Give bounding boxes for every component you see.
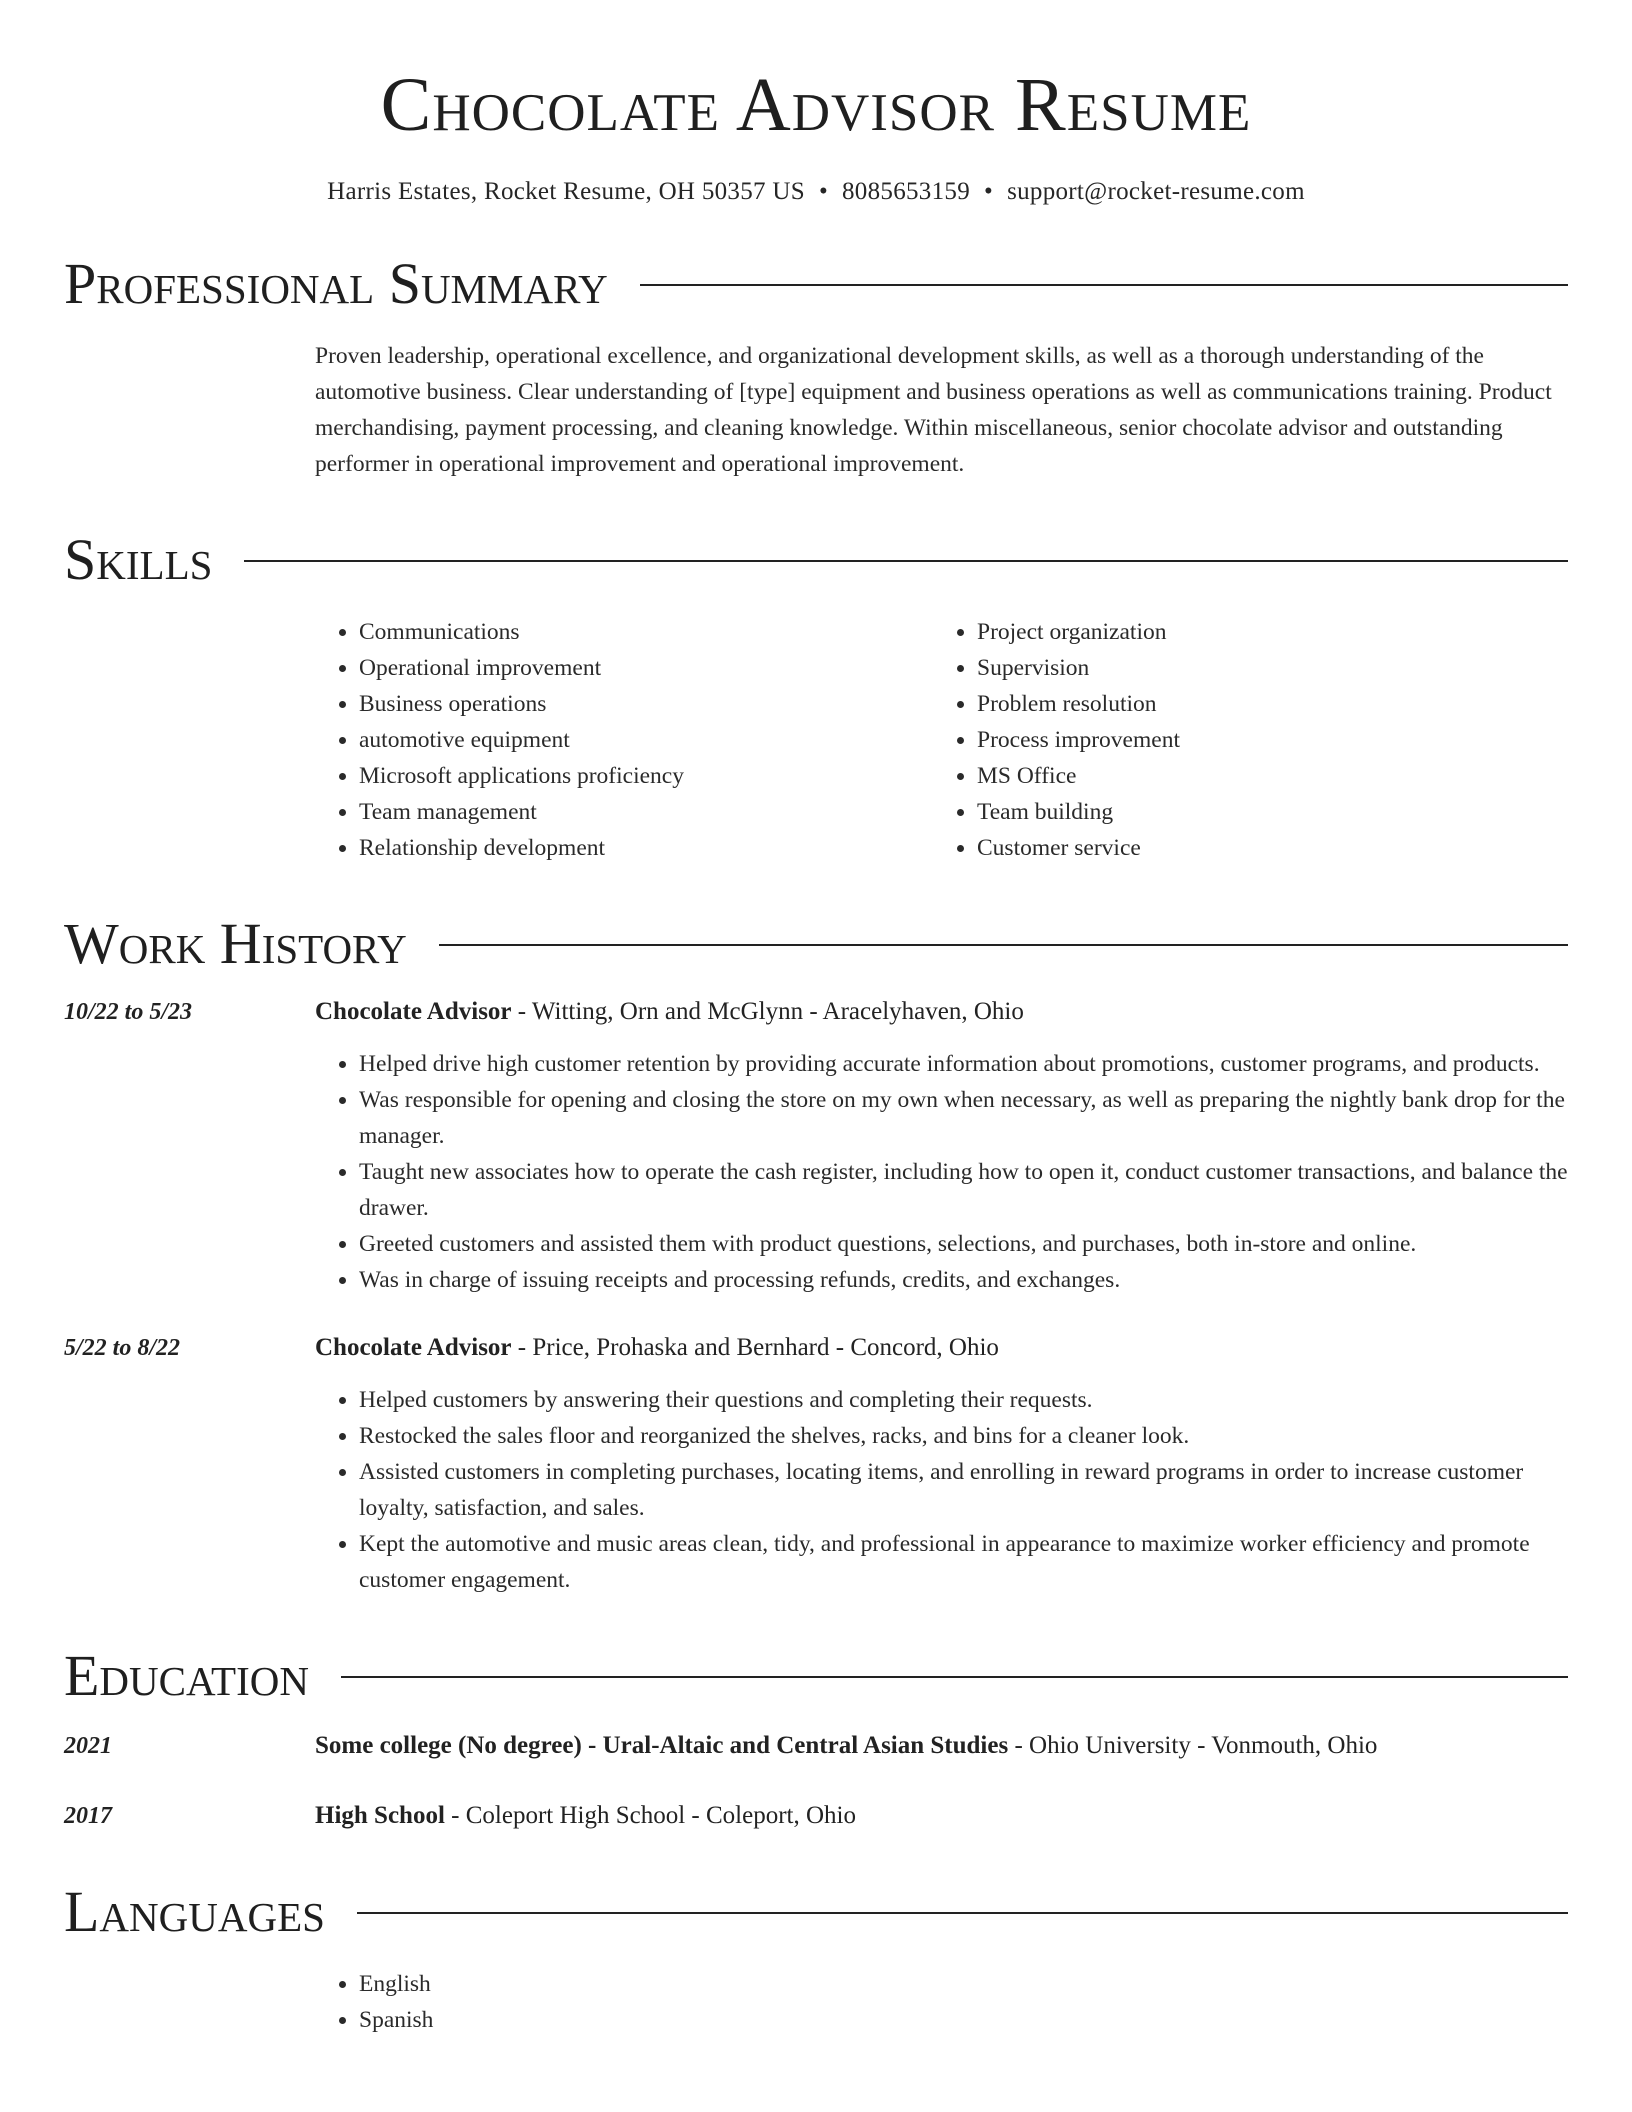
skill-item: • Operational improvement: [359, 650, 933, 686]
job-employer: - Witting, Orn and McGlynn - Aracelyhaven, Ohio: [511, 998, 1024, 1025]
job-dates: 5/22 to 8/22: [64, 1335, 181, 1361]
resume-title: Chocolate Advisor Resume: [380, 63, 1252, 147]
job-bullets: [315, 1046, 1568, 1298]
job-bullet: • Kept the automotive and music areas clean, tidy, and professional in appearance to maximize worker efficiency and promote customer engagement.: [359, 1526, 1568, 1598]
education-entry: [64, 1798, 1568, 1834]
job-bullet: • Assisted customers in completing purchases, locating items, and enrolling in reward programs in order to increase customer loyalty, satisfaction, and sales.: [359, 1454, 1568, 1526]
skill-item: • MS Office: [977, 758, 1551, 794]
skill-item: • Microsoft applications proficiency: [359, 758, 933, 794]
skill-item: • Relationship development: [359, 830, 933, 866]
job-entry: [64, 1330, 1568, 1598]
skill-item: • Team management: [359, 794, 933, 830]
section-divider: [357, 1912, 1568, 1914]
languages-section-header: [64, 1880, 1568, 1944]
contact-phone: 8085653159: [842, 178, 970, 205]
skill-item: • automotive equipment: [359, 722, 933, 758]
contact-email: support@rocket-resume.com: [1007, 178, 1305, 205]
skills-section-title: Skills: [64, 527, 213, 592]
section-divider: [439, 944, 1568, 946]
job-entry: [64, 994, 1568, 1298]
skills-column-left: [315, 614, 933, 866]
work-section-header: [64, 912, 1568, 976]
education-entry: [64, 1728, 1568, 1764]
summary-section-title: Professional Summary: [64, 251, 608, 316]
job-heading: [315, 1330, 1568, 1366]
education-degree: Some college (No degree) - Ural-Altaic and Central Asian Studies: [315, 1732, 1009, 1759]
skill-item: • Customer service: [977, 830, 1551, 866]
job-title: Chocolate Advisor: [315, 998, 512, 1025]
resume-page: [64, 0, 1568, 2038]
language-item: • Spanish: [359, 2002, 1568, 2038]
languages-section-title: Languages: [64, 1879, 325, 1944]
job-title: Chocolate Advisor: [315, 1334, 512, 1361]
education-year: 2017: [64, 1803, 112, 1829]
section-divider: [640, 284, 1568, 286]
work-section-title: Work History: [64, 911, 407, 976]
education-school: - Ohio University - Vonmouth, Ohio: [1008, 1732, 1378, 1759]
skills-column-right: [933, 614, 1551, 866]
summary-section-header: [64, 252, 1568, 316]
section-divider: [341, 1676, 1568, 1678]
contact-address: Harris Estates, Rocket Resume, OH 50357 US: [327, 178, 805, 205]
contact-separator: •: [818, 178, 828, 205]
language-item: • English: [359, 1966, 1568, 2002]
skill-item: • Communications: [359, 614, 933, 650]
job-bullet: • Helped drive high customer retention by providing accurate information about promotions, customer programs, and products.: [359, 1046, 1568, 1082]
job-employer: - Price, Prohaska and Bernhard - Concord, Ohio: [511, 1334, 999, 1361]
skill-item: • Team building: [977, 794, 1551, 830]
skill-item: • Process improvement: [977, 722, 1551, 758]
job-bullet: • Greeted customers and assisted them with product questions, selections, and purchases, both in-store and online.: [359, 1226, 1568, 1262]
skill-item: • Business operations: [359, 686, 933, 722]
skills-list: [315, 614, 1568, 866]
job-bullet: • Restocked the sales floor and reorganized the shelves, racks, and bins for a cleaner look.: [359, 1418, 1568, 1454]
education-section-title: Education: [64, 1643, 309, 1708]
languages-list: [315, 1966, 1568, 2038]
education-degree: High School: [315, 1802, 445, 1829]
skill-item: • Supervision: [977, 650, 1551, 686]
job-bullet: • Was in charge of issuing receipts and processing refunds, credits, and exchanges.: [359, 1262, 1568, 1298]
summary-text: Proven leadership, operational excellence, and organizational development skills, as well as a thorough understanding of the automotive business. Clear understanding of [type] equipment and business operations as well as communications training. Product merchandising, payment processing, and cleaning knowledge. Within miscellaneous, senior chocolate advisor and outstanding performer in operational improvement and operational improvement.: [315, 343, 1552, 477]
section-divider: [244, 560, 1568, 562]
education-school: - Coleport High School - Coleport, Ohio: [444, 1802, 856, 1829]
job-bullet: • Taught new associates how to operate the cash register, including how to open it, conduct customer transactions, and balance the drawer.: [359, 1154, 1568, 1226]
contact-separator: •: [984, 178, 994, 205]
skill-item: • Problem resolution: [977, 686, 1551, 722]
skills-section-header: [64, 528, 1568, 592]
job-bullets: [315, 1382, 1568, 1598]
job-bullet: • Was responsible for opening and closing the store on my own when necessary, as well as preparing the nightly bank drop for the manager.: [359, 1082, 1568, 1154]
skill-item: • Project organization: [977, 614, 1551, 650]
job-heading: [315, 994, 1568, 1030]
contact-line: [64, 178, 1568, 206]
job-bullet: • Helped customers by answering their questions and completing their requests.: [359, 1382, 1568, 1418]
education-section-header: [64, 1644, 1568, 1708]
education-year: 2021: [64, 1733, 112, 1759]
job-dates: 10/22 to 5/23: [64, 999, 193, 1025]
